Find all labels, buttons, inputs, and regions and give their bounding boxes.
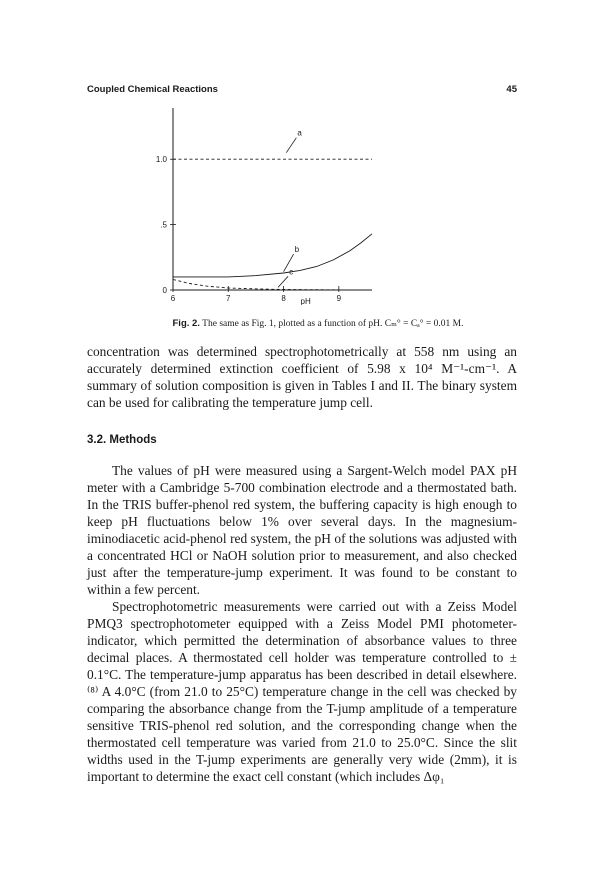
figure-2 — [140, 100, 390, 310]
caption-label: Fig. 2. — [172, 318, 200, 329]
chart-annotations — [278, 129, 302, 288]
methods-body — [87, 462, 517, 785]
y-tick-label: 1.0 — [155, 155, 167, 165]
y-tick-label: 0 — [162, 286, 167, 295]
section-heading: 3.2. Methods — [87, 434, 157, 446]
body-paragraph-1 — [87, 343, 517, 411]
paragraph-2: The values of pH were measured using a Sargent-Welch model PAX pH meter with a Cambridge 5-700 combination electrode and a thermostated bath. In the TRIS buffer-phenol red system, the buffering capacity is high enough to keep pH fluctuations below 1% over several days. In the magnesium-iminodiacetic acid-phenol red system, the pH of the solutions was adjusted with a concentrated HCl or NaOH solution prior to measurement, and also checked just after the temperature-jump experiment. It was found to be constant to within a few percent. — [87, 463, 517, 597]
y-tick-label: .5 — [160, 220, 167, 230]
running-title: Coupled Chemical Reactions — [87, 84, 218, 95]
caption-text: The same as Fig. 1, plotted as a function of pH. Cₘ° = Cₐ° = 0.01 M. — [202, 319, 464, 329]
annotation-leader-a — [286, 138, 296, 153]
x-tick-label: 7 — [226, 294, 231, 303]
annotation-label-c: c — [289, 267, 294, 277]
series-line-b — [173, 234, 372, 277]
paragraph-1: concentration was determined spectrophotometrically at 558 nm using an accurately determined extinction coefficient of 5.98 x 10⁴ M⁻¹-cm⁻¹. A summary of solution composition is given in Tables I and II. The binary system can be used for calibrating the temperature jump cell. — [87, 344, 517, 410]
chart-axes — [173, 108, 372, 290]
running-head — [87, 84, 517, 95]
series-line-c — [173, 280, 372, 291]
figure-caption — [108, 318, 528, 329]
ph-plot — [140, 100, 390, 305]
page-number: 45 — [506, 84, 517, 95]
x-tick-label: 9 — [336, 294, 342, 303]
annotation-label-a: a — [297, 128, 302, 138]
paragraph-3: Spectrophotometric measurements were carried out with a Zeiss Model PMQ3 spectrophotometer equipped with a Zeiss Model PMI photometer-indicator, which permitted the determination of absorbance values to three decimal places. A thermostated cell holder was temperature controlled to ± 0.1°C. The temperature-jump apparatus has been described in detail elsewhere.⁽⁸⁾ A 4.0°C (from 21.0 to 25°C) temperature change in the cell was checked by comparing the absorbance change from the T-jump amplitude of a temperature sensitive TRIS-phenol red solution, and the corresponding change when the thermostated cell temperature was varied from 21.0 to 25.0°C. Since the slit widths used in the T-jump experiments are generally very wide (2mm), it is important to determine the exact cell constant (which includes Δφ₁ — [87, 599, 517, 784]
annotation-leader-c — [278, 276, 288, 287]
x-tick-label: 8 — [281, 294, 286, 303]
annotation-label-b: b — [294, 245, 300, 255]
x-axis-label: pH — [300, 297, 311, 305]
x-tick-label: 6 — [170, 294, 176, 303]
chart-series — [173, 159, 372, 290]
